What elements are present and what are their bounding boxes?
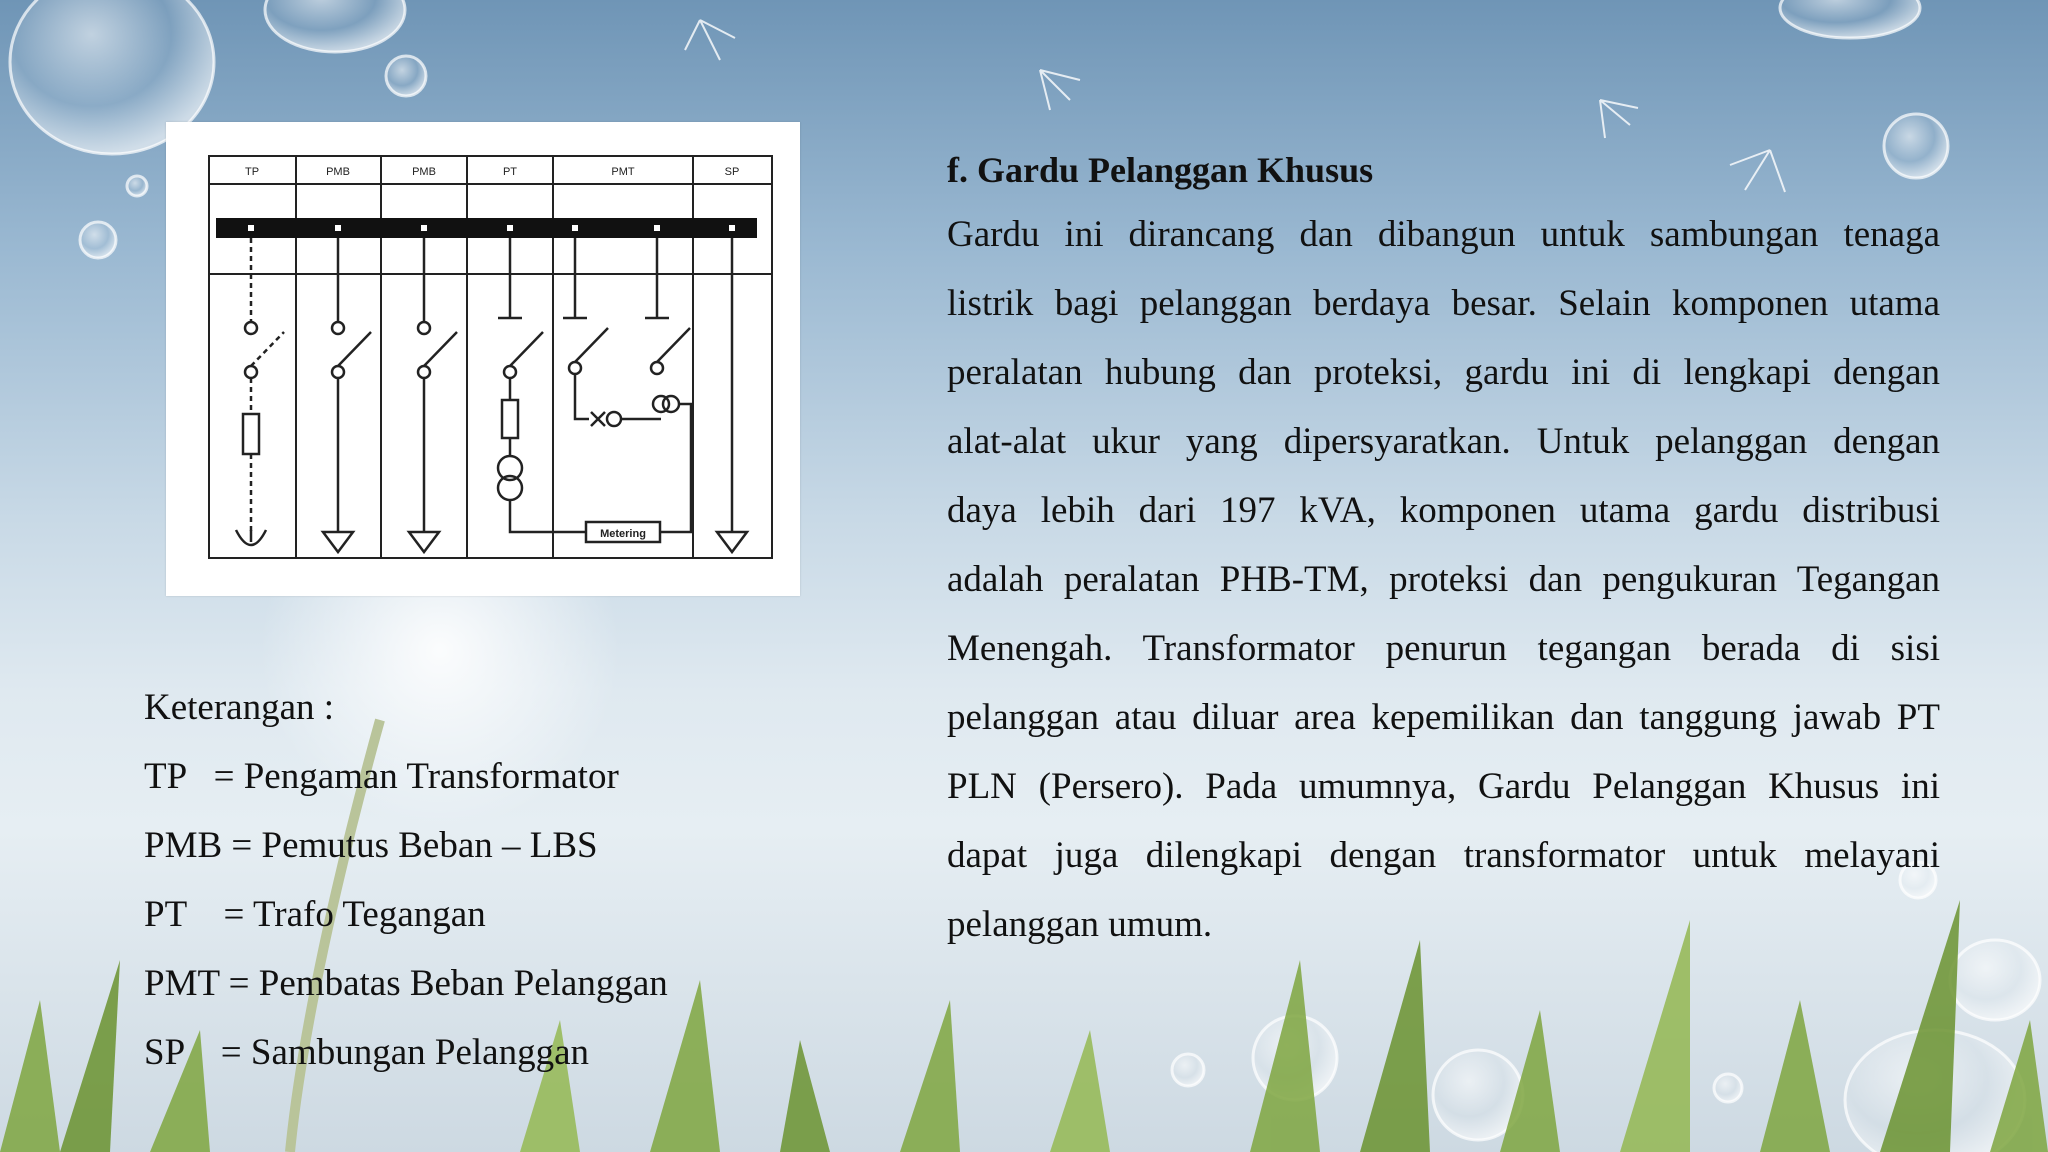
- metering-label: Metering: [600, 528, 646, 540]
- legend-desc: Trafo Tegangan: [252, 894, 486, 935]
- single-line-diagram: [166, 122, 800, 596]
- legend-sep: =: [185, 756, 244, 797]
- pmt-branch: [563, 238, 691, 532]
- legend: [144, 680, 668, 1094]
- diagram-svg: [166, 122, 800, 596]
- section-heading: f. Gardu Pelanggan Khusus: [947, 150, 1374, 190]
- legend-item: [144, 749, 668, 818]
- legend-item: [144, 887, 668, 956]
- busbar: [216, 218, 757, 238]
- diagram-frame: [209, 156, 772, 558]
- legend-desc: Pengaman Transformator: [243, 756, 619, 797]
- tp-branch: [236, 238, 284, 545]
- pt-branch: [498, 238, 694, 542]
- sp-branch: [717, 238, 747, 552]
- paragraph-line: daya lebih dari 197 kVA, komponen utama gardu distribusi: [947, 490, 1940, 531]
- legend-abbr: TP: [144, 756, 186, 797]
- column-label-pmb-2: PMB: [412, 166, 436, 178]
- paragraph-line: alat-alat ukur yang dipersyaratkan. Untuk pelanggan dengan: [947, 421, 1940, 462]
- legend-abbr: PT: [144, 894, 187, 935]
- paragraph-line: Menengah. Transformator penurun tegangan berada di sisi: [947, 628, 1940, 669]
- legend-desc: Sambungan Pelanggan: [250, 1032, 589, 1073]
- pmb-branch-1: [323, 238, 371, 552]
- legend-abbr: PMB: [144, 825, 223, 866]
- legend-sep: =: [222, 825, 262, 866]
- legend-desc: Pembatas Beban Pelanggan: [258, 963, 668, 1004]
- content-column: [947, 140, 1940, 959]
- column-label-sp: SP: [724, 166, 740, 178]
- legend-abbr: SP: [144, 1032, 184, 1073]
- legend-item: [144, 1025, 668, 1094]
- paragraph-line: peralatan hubung dan proteksi, gardu ini di lengkapi dengan: [947, 352, 1940, 393]
- legend-sep: =: [183, 1032, 251, 1073]
- legend-abbr: PMT: [144, 963, 220, 1004]
- paragraph-line: pelanggan atau diluar area kepemilikan dan tanggung jawab PT: [947, 697, 1940, 738]
- paragraph-line: PLN (Persero). Pada umumnya, Gardu Pelanggan Khusus ini: [947, 766, 1940, 807]
- paragraph-line: listrik bagi pelanggan berdaya besar. Selain komponen utama: [947, 283, 1940, 324]
- paragraph-line: Gardu ini dirancang dan dibangun untuk sambungan tenaga: [947, 214, 1940, 255]
- column-label-tp: TP: [244, 166, 260, 178]
- paragraph-line: pelanggan umum.: [947, 904, 1213, 945]
- column-label-pmt: PMT: [611, 166, 635, 178]
- paragraph-line: adalah peralatan PHB-TM, proteksi dan pengukuran Tegangan: [947, 559, 1940, 600]
- legend-sep: =: [186, 894, 253, 935]
- paragraph-line: dapat juga dilengkapi dengan transformator untuk melayani: [947, 835, 1940, 876]
- column-label-pmb-1: PMB: [326, 166, 350, 178]
- legend-title: Keterangan :: [144, 687, 335, 728]
- column-label-pt: PT: [502, 166, 518, 178]
- pmb-branch-2: [409, 238, 457, 552]
- legend-sep: =: [219, 963, 259, 1004]
- body-paragraph: [947, 200, 1940, 959]
- legend-item: [144, 818, 668, 887]
- legend-item: [144, 956, 668, 1025]
- legend-desc: Pemutus Beban – LBS: [261, 825, 598, 866]
